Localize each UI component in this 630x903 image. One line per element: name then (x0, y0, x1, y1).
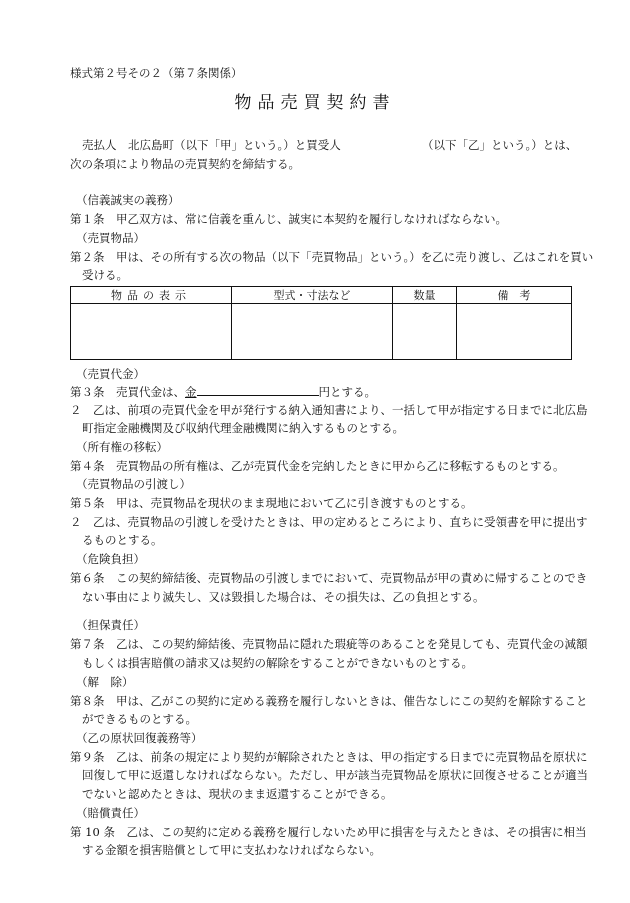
article-heading: （担保責任） (76, 618, 145, 632)
article-line: 第２条 甲は、その所有する次の物品（以下「売買物品」という。）を乙に売り渡し、乙はこれを買い (70, 250, 594, 264)
item-cell-description (71, 304, 232, 360)
article-heading: （賠償責任） (76, 806, 145, 820)
document-title: 物品売買契約書 (234, 93, 396, 113)
article-line: 第４条 売買物品の所有権は、乙が売買代金を完納したときに甲から乙に移転するものとする。 (70, 459, 565, 473)
article-line: ２ 乙は、売買物品の引渡しを受けたときは、甲の定めるところにより、直ちに受領書を甲に提出す (70, 515, 588, 529)
table-row (71, 304, 572, 360)
item-cell-model (232, 304, 393, 360)
article-line (70, 384, 376, 400)
item-table-header: 備 考 (457, 287, 572, 304)
article-line: 第７条 乙は、この契約締結後、売買物品に隠れた瑕疵等のあることを発見しても、売買代金の減額 (70, 637, 588, 651)
article-line: する金額を損害賠償として甲に支払わなければならない。 (82, 843, 381, 857)
item-cell-quantity (393, 304, 457, 360)
intro-buyer-suffix: （以下「乙」という。）とは、 (422, 138, 578, 152)
amount-prefix: 金 (185, 385, 197, 399)
article-line: ない事由により滅失し、又は毀損した場合は、その損失は、乙の負担とする。 (82, 590, 485, 604)
article-line: 町指定金融機関及び収納代理金融機関に納入するものとする。 (82, 421, 404, 435)
item-table-header: 物品の表示 (71, 287, 232, 304)
form-id: 様式第２号その２（第７条関係） (70, 66, 243, 80)
article-heading: （所有権の移転） (76, 440, 168, 454)
article-line: 第 10 条 乙は、この契約に定める義務を履行しないため甲に損害を与えたときは、その損害に相当 (70, 825, 587, 839)
amount-suffix: 円とする。 (318, 385, 376, 399)
item-table (70, 286, 572, 360)
article-heading: （乙の原状回復義務等） (76, 731, 203, 745)
article-heading: （売買物品） (76, 231, 145, 245)
item-cell-remarks (457, 304, 572, 360)
item-table-header-row (71, 287, 572, 304)
intro-line-2: 次の条項により物品の売買契約を締結する。 (70, 157, 300, 171)
article-line: 第１条 甲乙双方は、常に信義を重んじ、誠実に本契約を履行しなければならない。 (70, 212, 507, 226)
article-line: るものとする。 (82, 533, 163, 547)
article-line: ができるものとする。 (82, 712, 197, 726)
article-line: 受ける。 (82, 268, 128, 282)
article-line: 回復して甲に返還しなければならない。ただし、甲が該当売買物品を原状に回復させることが適当 (82, 768, 588, 782)
article-line: 第８条 甲は、乙がこの契約に定める義務を履行しないときは、催告なしにこの契約を解除すること (70, 694, 588, 708)
article-heading: （信義誠実の義務） (76, 193, 180, 207)
item-table-header: 数量 (393, 287, 457, 304)
article-line: でないと認めたときは、現状のまま返還することができる。 (82, 787, 393, 801)
item-table-header: 型式・寸法など (232, 287, 393, 304)
article-heading: （売買代金） (76, 367, 145, 381)
article-heading: （解 除） (76, 675, 134, 689)
article-heading: （危険負担） (76, 552, 145, 566)
article-line: 第５条 甲は、売買物品を現状のまま現地において乙に引き渡すものとする。 (70, 496, 473, 510)
article-heading: （売買物品の引渡し） (76, 477, 191, 491)
intro-seller: 売払人 北広島町（以下「甲」という。）と買受人 (82, 138, 341, 152)
article-line: 第９条 乙は、前条の規定により契約が解除されたときは、甲の指定する日までに売買物品を原状に (70, 750, 588, 764)
article-text: 第３条 売買代金は、 (70, 385, 185, 399)
amount-blank (197, 384, 319, 396)
article-line: ２ 乙は、前項の売買代金を甲が発行する納入通知書により、一括して甲が指定する日までに北広島 (70, 403, 588, 417)
article-line: 第６条 この契約締結後、売買物品の引渡しまでにおいて、売買物品が甲の責めに帰することのでき (70, 571, 588, 585)
article-line: もしくは損害賠償の請求又は契約の解除をすることができないものとする。 (82, 656, 473, 670)
